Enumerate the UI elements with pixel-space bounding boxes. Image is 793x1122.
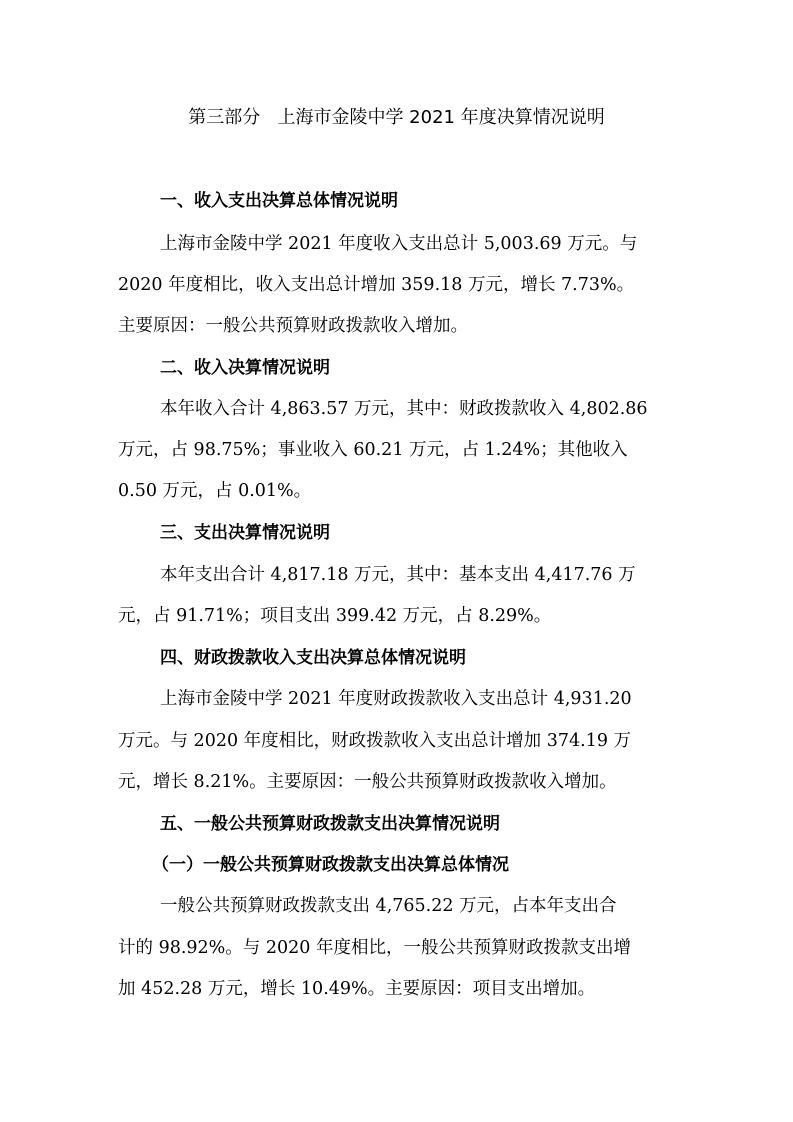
- section-5-heading: 五、一般公共预算财政拨款支出决算情况说明: [160, 814, 500, 834]
- section-4-line-3: 元，增长 8.21%。主要原因：一般公共预算财政拨款收入增加。: [118, 772, 617, 792]
- section-3-heading: 三、支出决算情况说明: [160, 523, 330, 543]
- section-1-line-1: 上海市金陵中学 2021 年度收入支出总计 5,003.69 万元。与: [160, 234, 638, 254]
- section-5-subheading: （一）一般公共预算财政拨款支出决算总体情况: [152, 855, 509, 875]
- section-3-line-1: 本年支出合计 4,817.18 万元，其中：基本支出 4,417.76 万: [160, 565, 636, 585]
- section-4-heading: 四、财政拨款收入支出决算总体情况说明: [160, 648, 466, 668]
- section-2-heading: 二、收入决算情况说明: [160, 358, 330, 378]
- section-2-line-3: 0.50 万元，占 0.01%。: [118, 481, 312, 501]
- section-4-line-1: 上海市金陵中学 2021 年度财政拨款收入支出总计 4,931.20: [160, 689, 632, 709]
- section-4-line-2: 万元。与 2020 年度相比，财政拨款收入支出总计增加 374.19 万: [118, 731, 632, 751]
- section-2-line-1: 本年收入合计 4,863.57 万元，其中：财政拨款收入 4,802.86: [160, 399, 648, 419]
- section-5-line-1: 一般公共预算财政拨款支出 4,765.22 万元，占本年支出合: [160, 896, 617, 916]
- section-1-line-2: 2020 年度相比，收入支出总计增加 359.18 万元，增长 7.73%。: [118, 275, 635, 295]
- section-1-heading: 一、收入支出决算总体情况说明: [160, 191, 398, 211]
- section-3-line-2: 元，占 91.71%；项目支出 399.42 万元，占 8.29%。: [118, 606, 552, 626]
- section-5-line-3: 加 452.28 万元，增长 10.49%。主要原因：项目支出增加。: [118, 979, 596, 999]
- section-5-line-2: 计的 98.92%。与 2020 年度相比，一般公共预算财政拨款支出增: [118, 938, 631, 958]
- page-title: 第三部分 上海市金陵中学 2021 年度决算情况说明: [188, 107, 605, 128]
- section-2-line-2: 万元，占 98.75%；事业收入 60.21 万元，占 1.24%；其他收入: [118, 440, 628, 460]
- section-1-line-3: 主要原因：一般公共预算财政拨款收入增加。: [118, 316, 468, 336]
